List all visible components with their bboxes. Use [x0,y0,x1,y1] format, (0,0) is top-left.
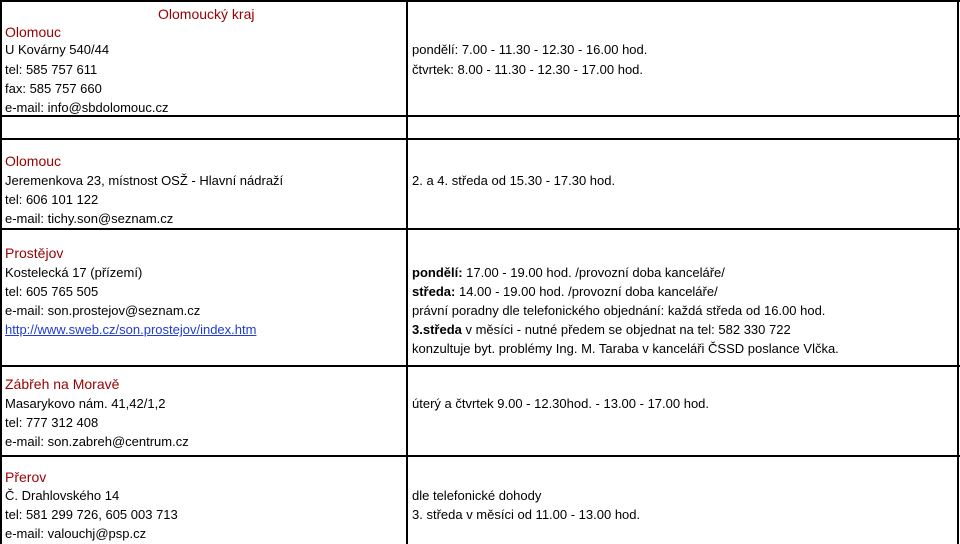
divider-3 [0,138,960,140]
office-hours-line: čtvrtek: 8.00 - 11.30 - 12.30 - 17.00 hod. [412,62,644,77]
office-hours-line [412,301,825,321]
divider-1 [0,0,960,2]
right-border [957,0,959,544]
office-hours-line [412,282,718,302]
hours-detail: právní poradny dle telefonického objednání: každá středa od 16.00 hod. [412,303,826,318]
office-fax: fax: 585 757 660 [5,81,102,96]
office-tel: tel: 605 765 505 [5,284,99,299]
hours-detail: v měsíci - nutné předem se objednat na tel: 582 330 722 [461,322,791,337]
office-city: Olomouc [5,153,62,169]
office-hours-line: dle telefonické dohody [412,488,542,503]
divider-6 [0,455,960,457]
office-tel: tel: 777 312 408 [5,415,99,430]
office-hours-line: 3. středa v měsíci od 11.00 - 13.00 hod. [412,507,641,522]
office-hours-line [412,339,839,359]
office-email: e-mail: tichy.son@seznam.cz [5,211,174,226]
hours-detail: 17.00 - 19.00 hod. /provozní doba kanceláře/ [462,265,725,280]
office-web-link[interactable]: http://www.sweb.cz/son.prostejov/index.htm [5,322,257,337]
office-address: Kostelecká 17 (přízemí) [5,265,143,280]
office-address: Jeremenkova 23, místnost OSŽ - Hlavní nádraží [5,173,284,188]
office-tel: tel: 581 299 726, 605 003 713 [5,507,178,522]
office-address: Masarykovo nám. 41,42/1,2 [5,396,166,411]
office-address: Č. Drahlovského 14 [5,488,120,503]
hours-detail: konzultuje byt. problémy Ing. M. Taraba v kanceláři ČSSD poslance Vlčka. [412,341,839,356]
left-border [0,0,2,544]
office-email: e-mail: valouchj@psp.cz [5,526,147,541]
office-address: U Kovárny 540/44 [5,42,110,57]
office-hours-line [412,320,791,340]
hours-day-label: pondělí: [412,265,463,280]
office-region: Olomoucký kraj [158,6,255,22]
hours-detail: 14.00 - 19.00 hod. /provozní doba kanceláře/ [455,284,718,299]
middle-border [406,0,408,544]
office-hours-line: 2. a 4. středa od 15.30 - 17.30 hod. [412,173,616,188]
office-email: e-mail: son.prostejov@seznam.cz [5,303,201,318]
hours-day-label: středa: [412,284,456,299]
office-city: Prostějov [5,245,64,261]
office-email: e-mail: info@sbdolomouc.cz [5,100,169,115]
office-city: Zábřeh na Moravě [5,376,120,392]
office-email: e-mail: son.zabreh@centrum.cz [5,434,189,449]
office-hours-line: úterý a čtvrtek 9.00 - 12.30hod. - 13.00 - 17.00 hod. [412,396,710,411]
hours-day-label: 3.středa [412,322,462,337]
office-hours-line [412,263,725,283]
office-city: Přerov [5,469,47,485]
office-hours-line: pondělí: 7.00 - 11.30 - 12.30 - 16.00 hod. [412,42,648,57]
office-tel: tel: 585 757 611 [5,62,98,77]
divider-5 [0,365,960,367]
office-tel: tel: 606 101 122 [5,192,99,207]
office-city: Olomouc [5,24,62,40]
